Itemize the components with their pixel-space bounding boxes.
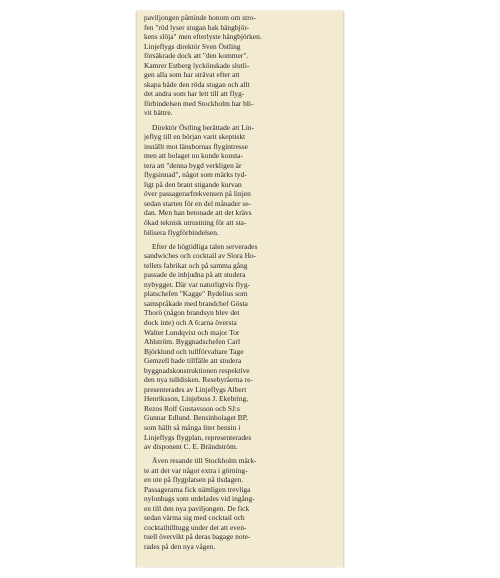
article-line: kens slöja" men efterlyste hängbjörken. bbox=[144, 32, 262, 42]
article-line: dan. Men han betonade att det krävs bbox=[144, 208, 252, 218]
article-line: över passagerarfrekvensen på linjen bbox=[144, 189, 251, 199]
article-line: Rezos Rolf Gustavsson och SJ:s bbox=[144, 403, 240, 413]
article-line: en till den nya paviljongen. De fick bbox=[144, 503, 250, 513]
article-line: sedan starten för en del månader se- bbox=[144, 198, 252, 208]
article-line: Passagerarna fick nämligen trevliga bbox=[144, 484, 251, 494]
article-line: paviljongen påminde honom om stro- bbox=[144, 13, 256, 22]
article-line: samspråkade med brandchef Gösta bbox=[144, 298, 248, 308]
article-line: tuell övervikt på deras bagage note- bbox=[144, 532, 251, 542]
article-line: det andra som har lett till att flyg- bbox=[144, 89, 245, 99]
article-line: rades på den nya vågen. bbox=[144, 542, 216, 552]
article-line: den nya tulldisken. Resebyråerna re- bbox=[144, 375, 253, 385]
article-line: inställt mot länsbornas flygintresse bbox=[144, 141, 248, 151]
article-line: te att det var något extra i görning- bbox=[144, 465, 248, 475]
article-line: som hällt så många liter bensin i bbox=[144, 422, 241, 432]
article-paragraph bbox=[144, 456, 327, 551]
article-line: ligt på den brant stigande kurvan bbox=[144, 179, 242, 189]
article-line: byggnadskonstruktionen respektive bbox=[144, 365, 250, 375]
article-line: flygsinnad", något som märks tyd- bbox=[144, 170, 247, 180]
article-line: skapa både den röda stugan och allt bbox=[144, 79, 250, 89]
article-line: Direktör Östling berättade att Lin- bbox=[152, 122, 255, 132]
article-paragraph bbox=[144, 13, 327, 118]
article-line: nybygget. Där var naturligtvis flyg- bbox=[144, 279, 251, 289]
article-line: Även resande till Stockholm märk- bbox=[152, 456, 257, 466]
article-line: Kamrer Estberg lyckönskade slutli- bbox=[144, 60, 250, 70]
article-line: sandwiches och cocktail av Sïora Ho- bbox=[144, 251, 257, 261]
article-line: förbindelsen med Stockholm har bli- bbox=[144, 98, 254, 108]
article-line: gen alla som har strävat efter att bbox=[144, 70, 240, 80]
article-line: cocktailtilltugg under det att even- bbox=[144, 522, 247, 532]
article-line: tellets fabrikat och på samma gång bbox=[144, 260, 248, 270]
article-line: av disponent C. E. Brändström. bbox=[144, 442, 238, 452]
article-line: vit bättre. bbox=[144, 108, 173, 118]
article-line: men att bolaget nu kunde konsta- bbox=[144, 151, 243, 161]
article-line: presenterades av Linjeflygs Albert bbox=[144, 384, 247, 394]
article-paragraph bbox=[144, 242, 327, 452]
article-line: Walter Lundqvist och major Tor bbox=[144, 327, 240, 337]
article-line: jeflyg till en början varit skeptiskt bbox=[144, 132, 246, 142]
article-line: Ahlström. Byggnadschefen Carl bbox=[144, 337, 241, 347]
article-line: Gunnar Edlund. Bensinbolaget BP, bbox=[144, 413, 248, 423]
article-line: fen "röd lyser stugan bak hängbjör- bbox=[144, 22, 250, 32]
article-line: Efter de högtidliga talen serverades bbox=[152, 241, 258, 251]
article-line: tera att "denna bygd verkligen är bbox=[144, 160, 242, 170]
article-line: Gemzell hade tillfälle att studera bbox=[144, 356, 242, 366]
article-line: Henriksson, Linjebuss J. Ekebring, bbox=[144, 394, 249, 404]
article-line: bilisera flygförbindelsen. bbox=[144, 227, 219, 237]
article-column bbox=[144, 13, 327, 556]
article-line: försäkrade dock att "den kommer". bbox=[144, 51, 249, 61]
article-line: dock inte) och A 6:arna översta bbox=[144, 317, 237, 327]
article-line: nylonbags som utdelades vid ingång- bbox=[144, 494, 255, 504]
article-line: Thorö (någon brandsyn blev det bbox=[144, 308, 240, 318]
article-line: Björklund och tullförvaltare Tage bbox=[144, 346, 244, 356]
article-line: passade de inbjudna på att studera bbox=[144, 270, 246, 280]
article-line: Linjeflygs direktör Sven Östling bbox=[144, 41, 241, 51]
article-line: Linjeflygs flygplan, representerades bbox=[144, 432, 252, 442]
article-paragraph bbox=[144, 123, 327, 238]
article-line: sedan värma sig med cocktail och bbox=[144, 513, 245, 523]
article-line: platschefen "Kagge" Rydelius som bbox=[144, 289, 248, 299]
article-line: ökad teknisk utrustning för att sta- bbox=[144, 217, 247, 227]
article-line: en ute på flygplatsen på tisdagen. bbox=[144, 475, 244, 485]
